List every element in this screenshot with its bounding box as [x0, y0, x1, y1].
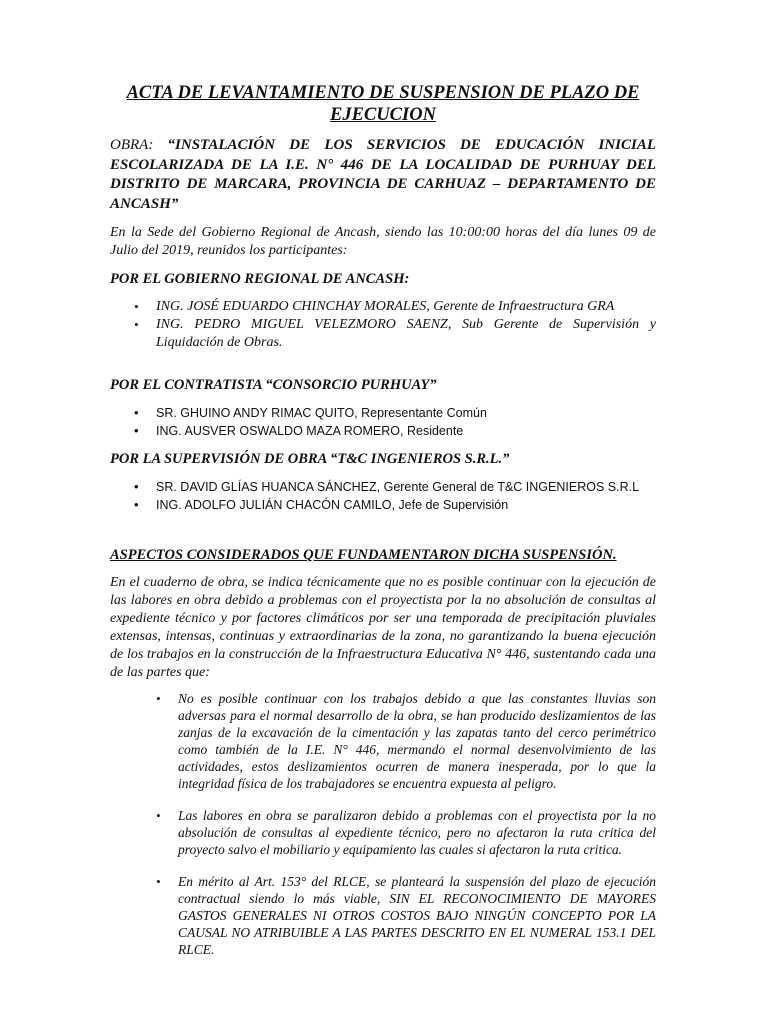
point-text: Las labores en obra se paralizaron debido a problemas con el proyectista por la no absolución de consultas al expediente técnico, pero no afectaron la ruta critica del proyecto salvo el mobiliario y equipamiento las cuales si afectaron la ruta critica. [178, 808, 656, 857]
list-item [110, 478, 656, 496]
contratista-list [110, 404, 656, 440]
obra-label: OBRA: [110, 137, 154, 153]
bullet-icon: • [134, 299, 139, 314]
supervision-list [110, 478, 656, 514]
list-item [110, 496, 656, 514]
list-item [110, 690, 656, 792]
member-role: Gerente de Infraestructura GRA [429, 299, 615, 314]
obra-line [110, 136, 656, 214]
list-item [110, 316, 656, 352]
supervision-heading: POR LA SUPERVISIÓN DE OBRA “T&C INGENIEROS S.R.L.” [110, 451, 510, 467]
point-text: No es posible continuar con los trabajos debido a que las constantes lluvias son adversas para el normal desarrollo de la obra, se han producido deslizamientos de las zanjas de la excavación de la cimentación y las zapatas tanto del cerco perimétrico como también de la I.E. N° 446, mermando el normal desenvolvimiento de las actividades, estos deslizamientos ocurren de manera inesperada, por lo que la integridad física de los trabajadores se encuentra expuesta al peligro. [178, 691, 656, 791]
bullet-icon: • [134, 497, 139, 512]
bullet-icon: • [156, 808, 161, 823]
member-role: Residente [403, 424, 464, 438]
member-name: ING. AUSVER OSWALDO MAZA ROMERO, [156, 424, 404, 438]
list-item [110, 298, 656, 316]
member-role: Gerente General de T&C INGENIEROS S.R.L [380, 480, 640, 494]
list-item [110, 873, 656, 958]
obra-name: “INSTALACIÓN DE LOS SERVICIOS DE EDUCACIÓN INICIAL ESCOLARIZADA DE LA I.E. N° 446 DE LA LOCALIDAD DE PURHUAY DEL DISTRITO DE MARCARA, PROVINCIA DE CARHUAZ – DEPARTAMENTO DE ANCASH” [110, 137, 657, 212]
bullet-icon: • [134, 479, 139, 494]
member-role: Sub Gerente de Supervisión y Liquidación de Obras. [156, 317, 656, 350]
document-title: ACTA DE LEVANTAMIENTO DE SUSPENSION DE PLAZO DE EJECUCION [126, 83, 640, 125]
bullet-icon: • [134, 405, 139, 420]
bullet-icon: • [134, 423, 139, 438]
member-name: ING. ADOLFO JULIÁN CHACÓN CAMILO, [156, 498, 395, 512]
aspectos-list [110, 690, 656, 958]
list-item [110, 422, 656, 440]
aspectos-paragraph: En el cuaderno de obra, se indica técnicamente que no es posible continuar con la ejecución de las labores en obra debido a problemas con el proyectista por la no absolución de consultas al expediente técnico y por factores climáticos por ser una temporada de precipitación pluviales extensas, intensas, continuas y extraordinarias de la zona, no garantizando la buena ejecución de los trabajos en la construcción de la Infraestructura Educativa N° 446, sustentando cada una de las partes que: [110, 575, 656, 680]
list-item [110, 404, 656, 422]
member-name: SR. GHUINO ANDY RIMAC QUITO, [156, 406, 358, 420]
gobierno-list [110, 298, 656, 352]
list-item [110, 807, 656, 858]
aspectos-heading: ASPECTOS CONSIDERADOS QUE FUNDAMENTARON DICHA SUSPENSIÓN. [110, 547, 617, 563]
bullet-icon: • [134, 317, 139, 332]
member-name: ING. PEDRO MIGUEL VELEZMORO SAENZ, [156, 317, 452, 332]
contratista-heading: POR EL CONTRATISTA “CONSORCIO PURHUAY” [110, 377, 437, 393]
bullet-icon: • [156, 691, 161, 706]
member-role: Representante Común [357, 406, 487, 420]
member-name: SR. DAVID GLÍAS HUANCA SÁNCHEZ, [156, 480, 381, 494]
member-role: Jefe de Supervisión [394, 498, 509, 512]
intro-paragraph: En la Sede del Gobierno Regional de Ancash, siendo las 10:00:00 horas del día lunes 09 de Julio del 2019, reunidos los participantes: [110, 225, 656, 258]
gobierno-heading: POR EL GOBIERNO REGIONAL DE ANCASH: [110, 271, 410, 287]
point-text: En mérito al Art. 153° del RLCE, se planteará la suspensión del plazo de ejecución contractual siendo lo más viable, SIN EL RECONOCIMIENTO DE MAYORES GASTOS GENERALES NI OTROS COSTOS BAJO NINGÚN CONCEPTO POR LA CAUSAL NO ATRIBUIBLE A LAS PARTES DESCRITO EN EL NUMERAL 153.1 DEL RLCE. [178, 874, 656, 957]
member-name: ING. JOSÉ EDUARDO CHINCHAY MORALES, [156, 299, 430, 314]
bullet-icon: • [156, 874, 161, 889]
